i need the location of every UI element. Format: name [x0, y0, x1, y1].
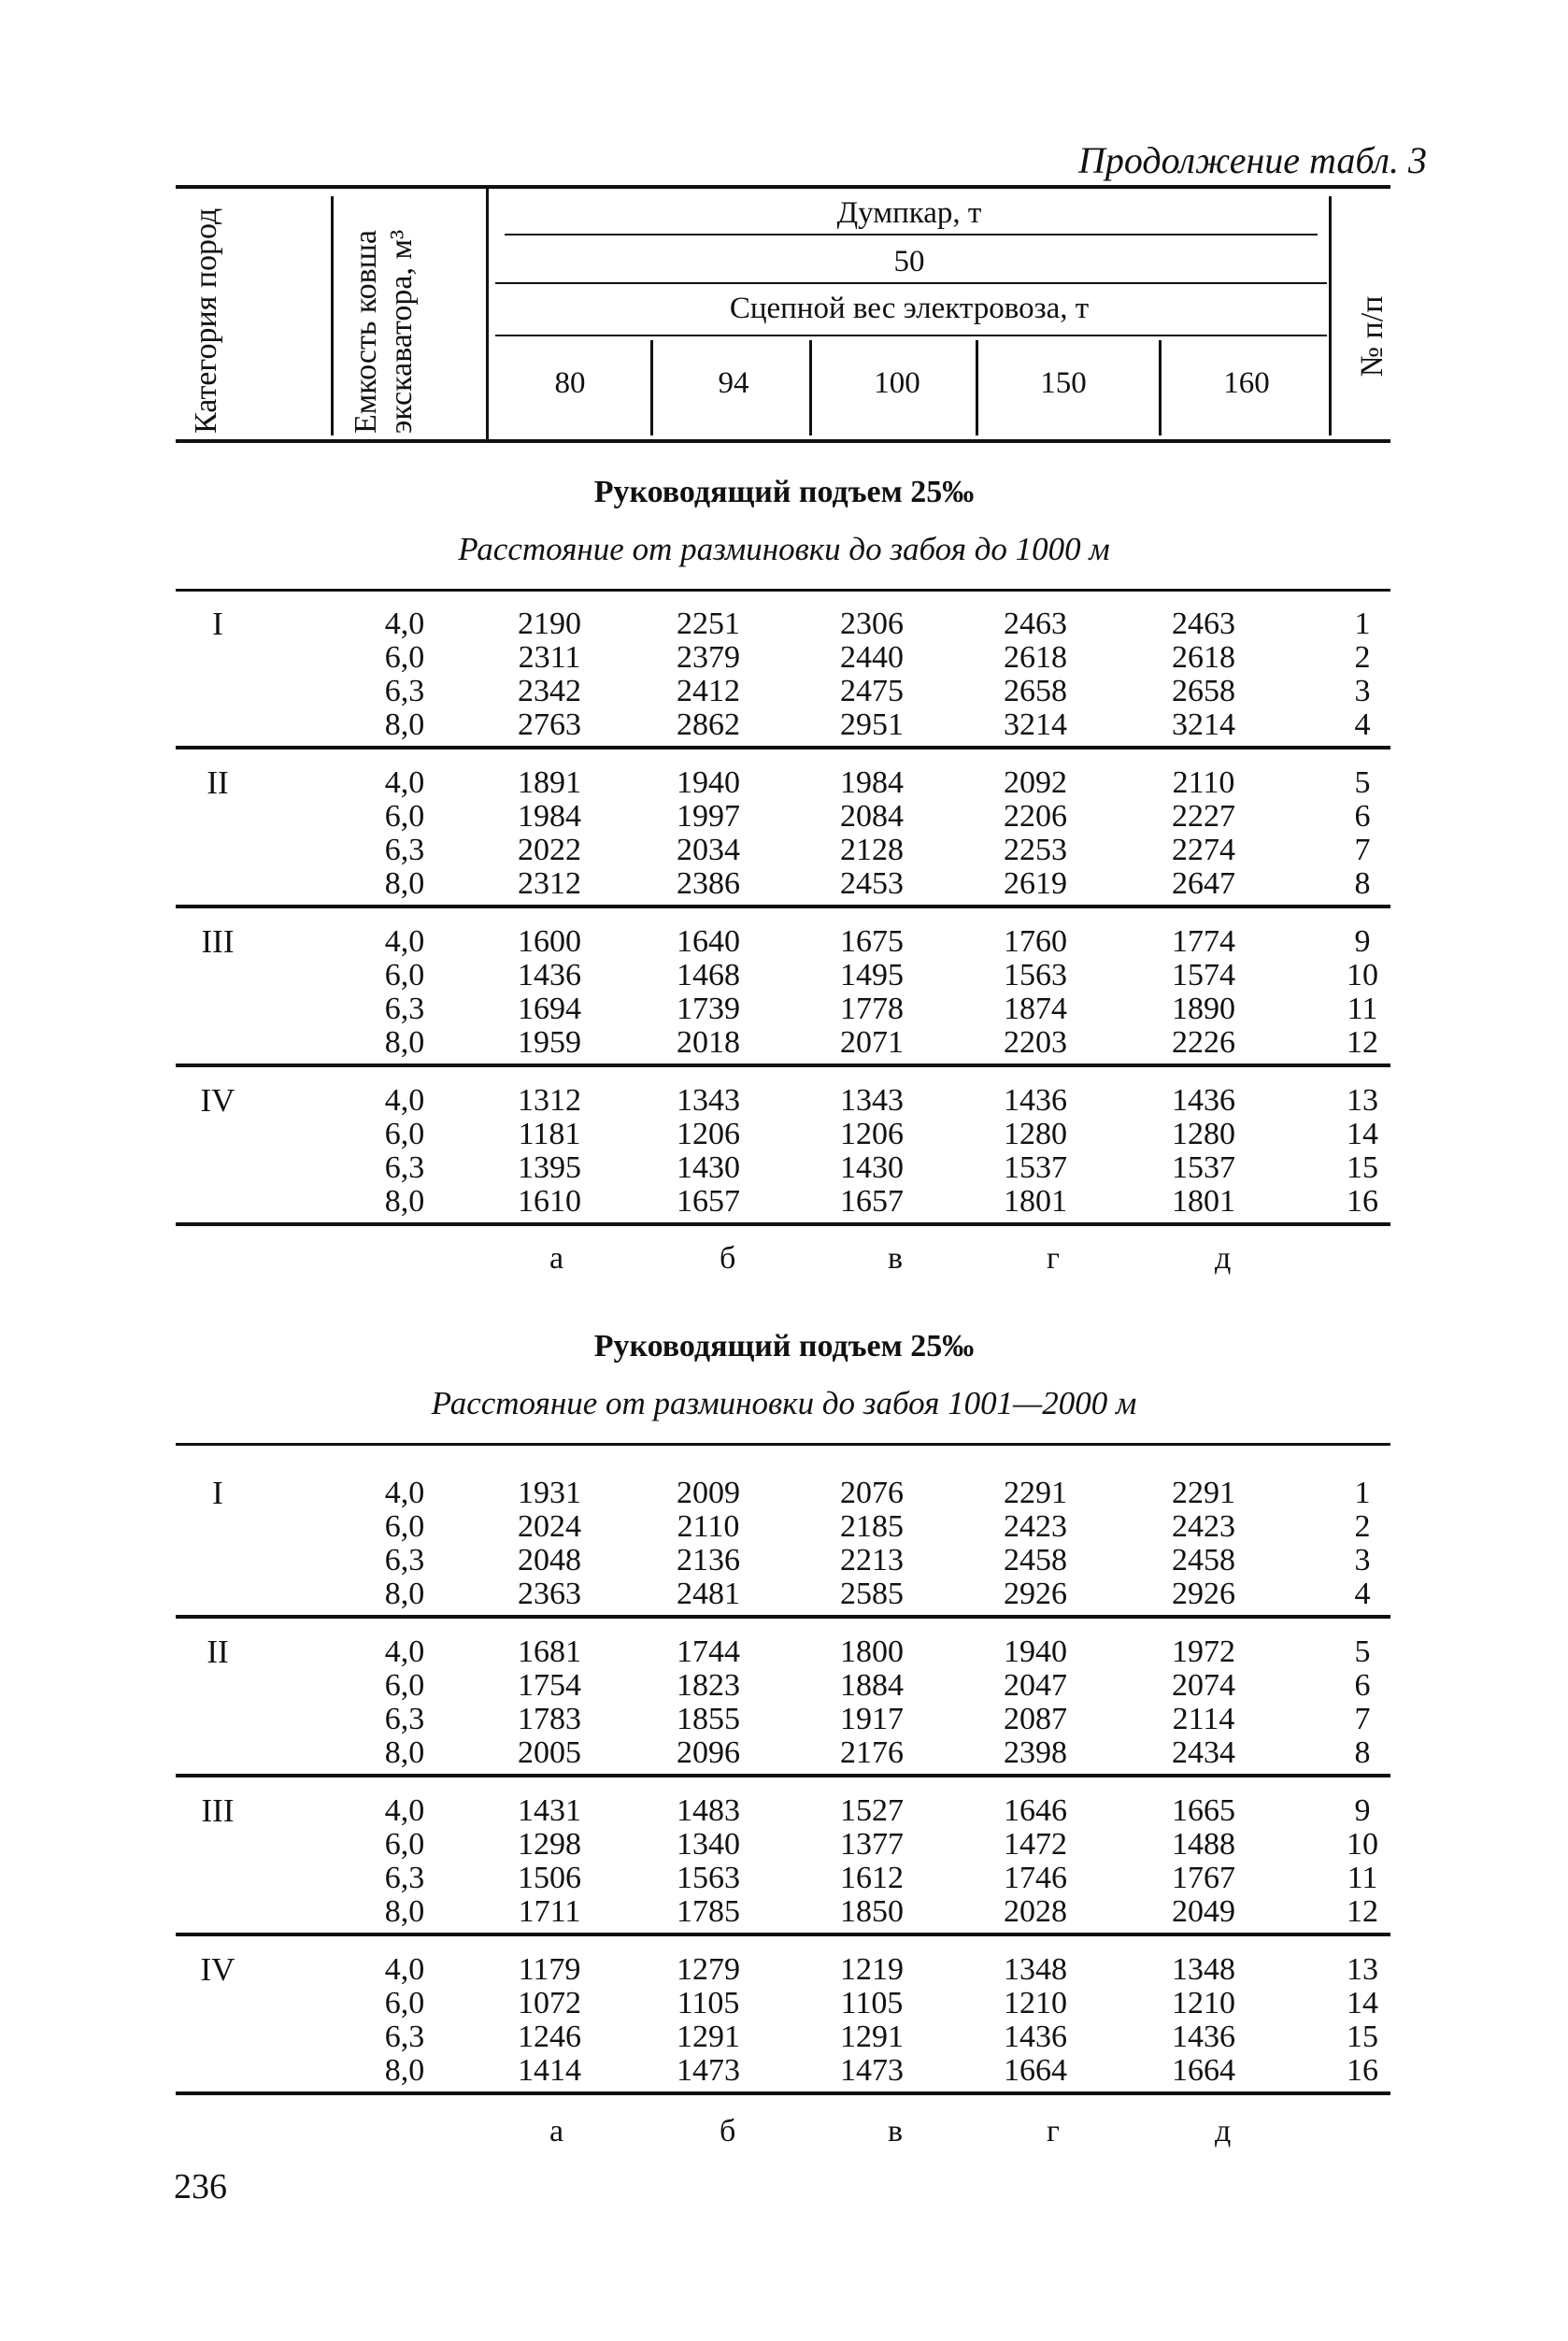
- table-cell: 1610: [518, 1184, 581, 1219]
- table-cell: 2618: [1172, 640, 1235, 675]
- row-number: 10: [1347, 958, 1378, 992]
- table-cell: 1430: [677, 1150, 740, 1185]
- header-rule: [495, 335, 1327, 336]
- table-cell: 2213: [840, 1543, 904, 1577]
- group-rule: [176, 1063, 1390, 1067]
- row-number: 8: [1354, 1735, 1371, 1770]
- table-cell: 1657: [677, 1184, 740, 1219]
- rock-category: IV: [200, 1082, 235, 1119]
- table-cell: 1206: [840, 1117, 904, 1151]
- header-loco-weight: Сцепной вес электровоза, т: [729, 292, 1090, 325]
- section-1-subtitle: Расстояние от разминовки до забоя до 1000 м: [458, 531, 1110, 567]
- table-cell: 1739: [677, 992, 740, 1026]
- table-cell: 1436: [1004, 1083, 1067, 1118]
- header-loco-value: 94: [718, 366, 749, 400]
- rock-category: IV: [200, 1951, 235, 1988]
- rock-category: I: [212, 606, 223, 642]
- table-cell: 2763: [518, 707, 581, 742]
- table-cell: 2658: [1004, 674, 1067, 708]
- header-number: № п/п: [1355, 295, 1390, 378]
- table-cell: 2475: [840, 674, 904, 708]
- table-cell: 1891: [518, 765, 581, 800]
- section-2-top-rule: [176, 1443, 1390, 1446]
- header-loco-value: 150: [1040, 366, 1087, 400]
- row-number: 10: [1347, 1827, 1378, 1862]
- table-cell: 1495: [840, 958, 904, 992]
- table-cell: 1298: [518, 1827, 581, 1862]
- table-cell: 2092: [1004, 765, 1067, 800]
- table-cell: 2423: [1172, 1509, 1235, 1544]
- header-divider: [486, 187, 489, 439]
- table-cell: 1563: [677, 1861, 740, 1895]
- table-cell: 2048: [518, 1543, 581, 1577]
- row-number: 9: [1354, 924, 1371, 959]
- table-cell: 2018: [677, 1025, 740, 1060]
- table-cell: 2022: [518, 833, 581, 867]
- table-cell: 1340: [677, 1827, 740, 1862]
- row-number: 6: [1354, 799, 1371, 834]
- column-letter: б: [720, 1241, 736, 1276]
- header-bucket: Емкость ковша экскаватора, м³: [349, 229, 419, 435]
- table-cell: 1291: [840, 2020, 904, 2054]
- header-divider: [650, 340, 653, 435]
- table-cell: 1280: [1004, 1117, 1067, 1151]
- column-letter: г: [1047, 1241, 1060, 1276]
- header-rule: [495, 282, 1327, 284]
- table-cell: 2658: [1172, 674, 1235, 708]
- section-2-title: Руководящий подъем 25‰: [593, 1329, 975, 1363]
- bucket-capacity: 6,0: [384, 1668, 425, 1703]
- table-cell: 2398: [1004, 1735, 1067, 1770]
- header-rule: [505, 234, 1318, 236]
- table-cell: 1377: [840, 1827, 904, 1862]
- row-number: 15: [1347, 1150, 1378, 1185]
- table-cell: 2110: [1172, 765, 1235, 800]
- table-cell: 1483: [677, 1793, 740, 1828]
- rock-category: II: [207, 764, 229, 801]
- bucket-capacity: 6,0: [384, 799, 425, 834]
- column-letter: в: [888, 1241, 904, 1276]
- table-cell: 1348: [1172, 1952, 1235, 1987]
- table-cell: 2363: [518, 1577, 581, 1611]
- table-cell: 2114: [1172, 1702, 1235, 1736]
- table-caption: Продолжение табл. 3: [1077, 139, 1427, 181]
- row-number: 14: [1347, 1117, 1378, 1151]
- group-rule: [176, 2091, 1390, 2095]
- table-cell: 2481: [677, 1577, 740, 1611]
- table-cell: 2049: [1172, 1894, 1235, 1929]
- row-number: 5: [1354, 1634, 1371, 1669]
- bucket-capacity: 6,0: [384, 1827, 425, 1862]
- table-cell: 1431: [518, 1793, 581, 1828]
- row-number: 3: [1354, 674, 1371, 708]
- column-letter: г: [1047, 2114, 1060, 2148]
- bucket-capacity: 4,0: [384, 607, 425, 641]
- row-number: 6: [1354, 1668, 1371, 1703]
- table-cell: 2386: [677, 866, 740, 901]
- table-cell: 2311: [518, 640, 581, 675]
- table-cell: 2463: [1004, 607, 1067, 641]
- table-cell: 2926: [1004, 1577, 1067, 1611]
- row-number: 12: [1347, 1894, 1378, 1929]
- table-cell: 2087: [1004, 1702, 1067, 1736]
- row-number: 12: [1347, 1025, 1378, 1060]
- table-cell: 2434: [1172, 1735, 1235, 1770]
- table-cell: 1744: [677, 1634, 740, 1669]
- table-cell: 2951: [840, 707, 904, 742]
- table-cell: 2005: [518, 1735, 581, 1770]
- section-2-subtitle: Расстояние от разминовки до забоя 1001—2000 м: [431, 1385, 1137, 1421]
- table-cell: 2458: [1172, 1543, 1235, 1577]
- row-number: 11: [1347, 1861, 1378, 1895]
- table-cell: 2076: [840, 1476, 904, 1510]
- header-divider: [331, 196, 334, 435]
- table-cell: 1506: [518, 1861, 581, 1895]
- bucket-capacity: 6,3: [384, 1861, 425, 1895]
- table-cell: 1997: [677, 799, 740, 834]
- table-cell: 1972: [1172, 1634, 1235, 1669]
- row-number: 9: [1354, 1793, 1371, 1828]
- table-cell: 2926: [1172, 1577, 1235, 1611]
- row-number: 15: [1347, 2020, 1378, 2054]
- table-cell: 1430: [840, 1150, 904, 1185]
- table-cell: 2096: [677, 1735, 740, 1770]
- table-cell: 1468: [677, 958, 740, 992]
- table-cell: 2458: [1004, 1543, 1067, 1577]
- bucket-capacity: 4,0: [384, 1476, 425, 1510]
- table-cell: 2203: [1004, 1025, 1067, 1060]
- group-rule: [176, 1615, 1390, 1619]
- table-cell: 1823: [677, 1668, 740, 1703]
- table-cell: 1612: [840, 1861, 904, 1895]
- table-cell: 1291: [677, 2020, 740, 2054]
- row-number: 14: [1347, 1986, 1378, 2020]
- table-cell: 3214: [1172, 707, 1235, 742]
- table-cell: 2342: [518, 674, 581, 708]
- header-divider: [809, 340, 812, 435]
- table-cell: 1343: [677, 1083, 740, 1118]
- table-cell: 2034: [677, 833, 740, 867]
- row-number: 2: [1354, 640, 1371, 675]
- column-letter: д: [1215, 2114, 1232, 2148]
- table-cell: 1472: [1004, 1827, 1067, 1862]
- table-cell: 2009: [677, 1476, 740, 1510]
- column-letter: д: [1215, 1241, 1232, 1276]
- bucket-capacity: 6,3: [384, 674, 425, 708]
- row-number: 13: [1347, 1083, 1378, 1118]
- table-cell: 1890: [1172, 992, 1235, 1026]
- column-letter: а: [549, 1241, 564, 1276]
- table-cell: 2084: [840, 799, 904, 834]
- table-cell: 1884: [840, 1668, 904, 1703]
- table-cell: 1436: [518, 958, 581, 992]
- rock-category: I: [212, 1475, 223, 1511]
- bucket-capacity: 8,0: [384, 1735, 425, 1770]
- table-cell: 1778: [840, 992, 904, 1026]
- table-cell: 1746: [1004, 1861, 1067, 1895]
- bucket-capacity: 8,0: [384, 2053, 425, 2088]
- table-cell: 2423: [1004, 1509, 1067, 1544]
- column-letter: б: [720, 2114, 736, 2148]
- table-cell: 1940: [677, 765, 740, 800]
- row-number: 16: [1347, 1184, 1378, 1219]
- table-cell: 2128: [840, 833, 904, 867]
- table-cell: 1774: [1172, 924, 1235, 959]
- table-cell: 1785: [677, 1894, 740, 1929]
- table-cell: 1473: [677, 2053, 740, 2088]
- table-cell: 2226: [1172, 1025, 1235, 1060]
- table-cell: 1640: [677, 924, 740, 959]
- table-cell: 2251: [677, 607, 740, 641]
- page-number: 236: [174, 2167, 227, 2206]
- table-cell: 1681: [518, 1634, 581, 1669]
- bucket-capacity: 6,0: [384, 1117, 425, 1151]
- header-divider: [976, 340, 978, 435]
- table-cell: 1760: [1004, 924, 1067, 959]
- table-cell: 1646: [1004, 1793, 1067, 1828]
- table-cell: 1694: [518, 992, 581, 1026]
- bucket-capacity: 8,0: [384, 866, 425, 901]
- table-cell: 2028: [1004, 1894, 1067, 1929]
- table-cell: 1072: [518, 1986, 581, 2020]
- column-letter: в: [888, 2114, 904, 2148]
- table-cell: 3214: [1004, 707, 1067, 742]
- bucket-capacity: 6,3: [384, 833, 425, 867]
- table-cell: 1105: [677, 1986, 740, 2020]
- table-cell: 1984: [840, 765, 904, 800]
- header-loco-value: 80: [554, 366, 586, 400]
- table-cell: 1801: [1172, 1184, 1235, 1219]
- group-rule: [176, 905, 1390, 908]
- table-cell: 1917: [840, 1702, 904, 1736]
- header-category: Категория пород: [189, 207, 223, 434]
- group-rule: [176, 1222, 1390, 1226]
- header-dumpcar-value: 50: [893, 245, 925, 278]
- rock-category: II: [207, 1634, 229, 1670]
- row-number: 11: [1347, 992, 1378, 1026]
- table-cell: 2136: [677, 1543, 740, 1577]
- table-cell: 1563: [1004, 958, 1067, 992]
- row-number: 13: [1347, 1952, 1378, 1987]
- table-cell: 1473: [840, 2053, 904, 2088]
- bucket-capacity: 4,0: [384, 1952, 425, 1987]
- row-number: 7: [1354, 833, 1371, 867]
- row-number: 4: [1354, 707, 1371, 742]
- bucket-capacity: 6,0: [384, 1986, 425, 2020]
- header-top-rule: [176, 185, 1390, 189]
- table-cell: 1665: [1172, 1793, 1235, 1828]
- table-cell: 1959: [518, 1025, 581, 1060]
- table-cell: 1574: [1172, 958, 1235, 992]
- table-cell: 1664: [1172, 2053, 1235, 2088]
- bucket-capacity: 6,3: [384, 1543, 425, 1577]
- table-cell: 1343: [840, 1083, 904, 1118]
- table-cell: 1711: [518, 1894, 581, 1929]
- table-cell: 2274: [1172, 833, 1235, 867]
- table-cell: 1210: [1004, 1986, 1067, 2020]
- table-cell: 1855: [677, 1702, 740, 1736]
- table-cell: 1940: [1004, 1634, 1067, 1669]
- bucket-capacity: 6,0: [384, 958, 425, 992]
- bucket-capacity: 4,0: [384, 924, 425, 959]
- row-number: 2: [1354, 1509, 1371, 1544]
- table-cell: 2306: [840, 607, 904, 641]
- table-cell: 1675: [840, 924, 904, 959]
- table-cell: 2074: [1172, 1668, 1235, 1703]
- header-dumpcar: Думпкар, т: [836, 196, 982, 230]
- table-cell: 1436: [1004, 2020, 1067, 2054]
- table-cell: 2047: [1004, 1668, 1067, 1703]
- rock-category: III: [201, 923, 235, 960]
- table-cell: 1414: [518, 2053, 581, 2088]
- table-cell: 2412: [677, 674, 740, 708]
- bucket-capacity: 6,3: [384, 1702, 425, 1736]
- table-cell: 2312: [518, 866, 581, 901]
- section-1-title: Руководящий подъем 25‰: [593, 475, 975, 509]
- table-cell: 1436: [1172, 1083, 1235, 1118]
- table-cell: 1664: [1004, 2053, 1067, 2088]
- table-cell: 2206: [1004, 799, 1067, 834]
- table-cell: 2291: [1004, 1476, 1067, 1510]
- column-letter: а: [549, 2114, 564, 2148]
- row-number: 7: [1354, 1702, 1371, 1736]
- table-cell: 2585: [840, 1577, 904, 1611]
- section-1-top-rule: [176, 589, 1390, 592]
- table-cell: 1206: [677, 1117, 740, 1151]
- bucket-capacity: 8,0: [384, 1025, 425, 1060]
- bucket-capacity: 6,0: [384, 640, 425, 675]
- table-cell: 1312: [518, 1083, 581, 1118]
- table-cell: 1348: [1004, 1952, 1067, 1987]
- bucket-capacity: 4,0: [384, 1793, 425, 1828]
- group-rule: [176, 1933, 1390, 1936]
- table-cell: 2618: [1004, 640, 1067, 675]
- group-rule: [176, 746, 1390, 749]
- table-cell: 2647: [1172, 866, 1235, 901]
- bucket-capacity: 8,0: [384, 1184, 425, 1219]
- table-cell: 1600: [518, 924, 581, 959]
- table-cell: 2227: [1172, 799, 1235, 834]
- table-cell: 2190: [518, 607, 581, 641]
- bucket-capacity: 6,3: [384, 992, 425, 1026]
- bucket-capacity: 8,0: [384, 707, 425, 742]
- bucket-capacity: 8,0: [384, 1577, 425, 1611]
- rock-category: III: [201, 1792, 235, 1829]
- row-number: 3: [1354, 1543, 1371, 1577]
- table-cell: 2253: [1004, 833, 1067, 867]
- table-cell: 2379: [677, 640, 740, 675]
- bucket-capacity: 4,0: [384, 1634, 425, 1669]
- bucket-capacity: 6,3: [384, 1150, 425, 1185]
- table-cell: 1754: [518, 1668, 581, 1703]
- table-cell: 2463: [1172, 607, 1235, 641]
- table-cell: 1181: [518, 1117, 581, 1151]
- table-cell: 1527: [840, 1793, 904, 1828]
- table-cell: 2071: [840, 1025, 904, 1060]
- table-cell: 1783: [518, 1702, 581, 1736]
- table-cell: 2619: [1004, 866, 1067, 901]
- table-cell: 1395: [518, 1150, 581, 1185]
- table-cell: 2453: [840, 866, 904, 901]
- table-cell: 2110: [677, 1509, 740, 1544]
- table-cell: 2185: [840, 1509, 904, 1544]
- row-number: 1: [1354, 607, 1371, 641]
- table-cell: 1537: [1172, 1150, 1235, 1185]
- table-cell: 1874: [1004, 992, 1067, 1026]
- table-cell: 1800: [840, 1634, 904, 1669]
- row-number: 8: [1354, 866, 1371, 901]
- bucket-capacity: 8,0: [384, 1894, 425, 1929]
- table-cell: 2291: [1172, 1476, 1235, 1510]
- table-cell: 1537: [1004, 1150, 1067, 1185]
- row-number: 16: [1347, 2053, 1378, 2088]
- table-cell: 1657: [840, 1184, 904, 1219]
- bucket-capacity: 4,0: [384, 765, 425, 800]
- header-loco-value: 100: [874, 366, 920, 400]
- table-cell: 1279: [677, 1952, 740, 1987]
- bucket-capacity: 6,3: [384, 2020, 425, 2054]
- table-cell: 1984: [518, 799, 581, 834]
- row-number: 5: [1354, 765, 1371, 800]
- table-cell: 1767: [1172, 1861, 1235, 1895]
- row-number: 1: [1354, 1476, 1371, 1510]
- table-cell: 1105: [840, 1986, 904, 2020]
- table-cell: 2440: [840, 640, 904, 675]
- header-loco-value: 160: [1223, 366, 1270, 400]
- table-cell: 1210: [1172, 1986, 1235, 2020]
- table-cell: 1850: [840, 1894, 904, 1929]
- table-cell: 1931: [518, 1476, 581, 1510]
- bucket-capacity: 4,0: [384, 1083, 425, 1118]
- table-cell: 2176: [840, 1735, 904, 1770]
- bucket-capacity: 6,0: [384, 1509, 425, 1544]
- group-rule: [176, 1774, 1390, 1777]
- table-cell: 1179: [518, 1952, 581, 1987]
- table-cell: 1801: [1004, 1184, 1067, 1219]
- row-number: 4: [1354, 1577, 1371, 1611]
- table-cell: 2862: [677, 707, 740, 742]
- table-cell: 1246: [518, 2020, 581, 2054]
- header-divider: [1329, 196, 1332, 435]
- table-cell: 2024: [518, 1509, 581, 1544]
- header-divider: [1159, 340, 1162, 435]
- table-cell: 1436: [1172, 2020, 1235, 2054]
- table-cell: 1280: [1172, 1117, 1235, 1151]
- table-cell: 1488: [1172, 1827, 1235, 1862]
- table-cell: 1219: [840, 1952, 904, 1987]
